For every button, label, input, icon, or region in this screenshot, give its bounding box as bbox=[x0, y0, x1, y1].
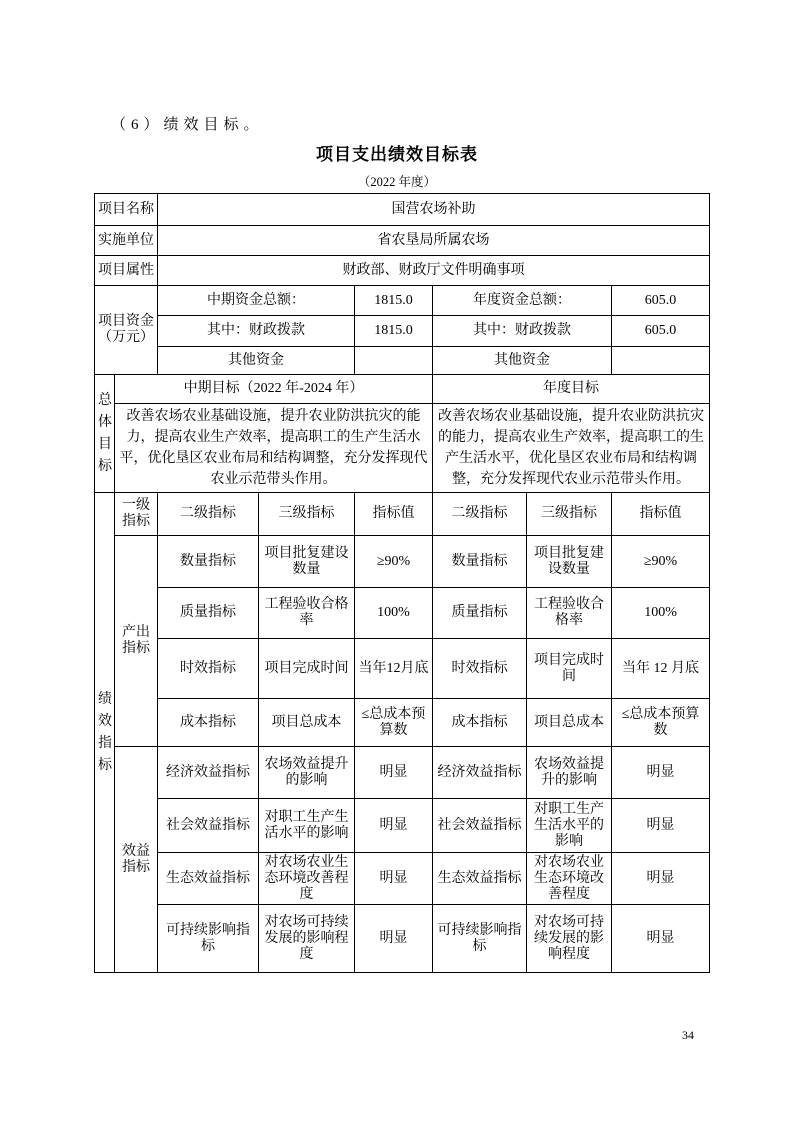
indicator-l3-mid: 项目完成时间 bbox=[259, 639, 355, 699]
year-goal-text: 改善农场农业基础设施，提升农业防洪抗灾的能力，提高农业生产效率，提高职工的生产生活水平，优化垦区农业布局和结构调整，充分发挥现代农业示范带头作用。 bbox=[433, 404, 710, 493]
output-indicator-group-label: 产出指标 bbox=[115, 536, 158, 747]
value-header-year: 指标值 bbox=[612, 493, 710, 536]
indicator-l2-year: 成本指标 bbox=[433, 699, 527, 747]
project-name-label: 项目名称 bbox=[95, 194, 158, 226]
indicator-value-mid: 100% bbox=[355, 588, 433, 639]
table-row bbox=[95, 256, 710, 286]
indicator-l2-year: 可持续影响指标 bbox=[433, 905, 527, 973]
indicator-l2-mid: 社会效益指标 bbox=[158, 799, 259, 853]
table-row bbox=[95, 286, 710, 316]
indicator-l3-year: 工程验收合格率 bbox=[527, 588, 612, 639]
indicator-l3-year: 对农场可持续发展的影响程度 bbox=[527, 905, 612, 973]
indicator-l2-mid: 可持续影响指标 bbox=[158, 905, 259, 973]
indicator-l2-year: 经济效益指标 bbox=[433, 747, 527, 799]
table-row bbox=[95, 536, 710, 588]
mid-total-value: 1815.0 bbox=[355, 286, 433, 316]
indicator-value-mid: 明显 bbox=[355, 853, 433, 905]
indicator-l2-year: 社会效益指标 bbox=[433, 799, 527, 853]
implementing-unit-label: 实施单位 bbox=[95, 226, 158, 256]
implementing-unit-value: 省农垦局所属农场 bbox=[158, 226, 710, 256]
indicator-value-year: 明显 bbox=[612, 853, 710, 905]
indicator-l3-year: 项目批复建设数量 bbox=[527, 536, 612, 588]
indicator-value-year: 100% bbox=[612, 588, 710, 639]
year-total-label: 年度资金总额： bbox=[433, 286, 612, 316]
indicator-l2-year: 生态效益指标 bbox=[433, 853, 527, 905]
indicator-value-mid: 明显 bbox=[355, 905, 433, 973]
table-row bbox=[95, 699, 710, 747]
year-other-label: 其他资金 bbox=[433, 347, 612, 375]
indicator-value-mid: ≤总成本预算数 bbox=[355, 699, 433, 747]
table-row bbox=[95, 316, 710, 347]
indicator-l3-year: 对职工生产生活水平的影响 bbox=[527, 799, 612, 853]
indicator-l2-year: 质量指标 bbox=[433, 588, 527, 639]
indicator-l3-mid: 对职工生产生活水平的影响 bbox=[259, 799, 355, 853]
indicator-l2-year: 数量指标 bbox=[433, 536, 527, 588]
section-heading: （6）绩效目标。 bbox=[111, 117, 264, 133]
mid-fiscal-value: 1815.0 bbox=[355, 316, 433, 347]
table-row bbox=[95, 226, 710, 256]
indicator-value-year: 明显 bbox=[612, 905, 710, 973]
indicator-value-year: 当年 12 月底 bbox=[612, 639, 710, 699]
table-row bbox=[95, 639, 710, 699]
indicator-l3-year: 对农场农业生态环境改善程度 bbox=[527, 853, 612, 905]
overall-goal-label: 总体目标 bbox=[95, 375, 115, 493]
value-header-mid: 指标值 bbox=[355, 493, 433, 536]
indicator-value-year: ≤总成本预算数 bbox=[612, 699, 710, 747]
table-row bbox=[95, 347, 710, 375]
indicator-l2-mid: 成本指标 bbox=[158, 699, 259, 747]
project-name-value: 国营农场补助 bbox=[158, 194, 710, 226]
indicator-value-mid: 明显 bbox=[355, 747, 433, 799]
indicator-l2-year: 时效指标 bbox=[433, 639, 527, 699]
indicator-value-mid: 明显 bbox=[355, 799, 433, 853]
indicator-l3-year: 项目总成本 bbox=[527, 699, 612, 747]
indicator-value-year: 明显 bbox=[612, 799, 710, 853]
performance-target-table bbox=[94, 193, 710, 973]
indicator-l2-mid: 质量指标 bbox=[158, 588, 259, 639]
mid-total-label: 中期资金总额： bbox=[158, 286, 355, 316]
year-total-value: 605.0 bbox=[612, 286, 710, 316]
table-row bbox=[95, 747, 710, 799]
indicator-l2-mid: 经济效益指标 bbox=[158, 747, 259, 799]
table-row bbox=[95, 588, 710, 639]
level1-header: 一级指标 bbox=[115, 493, 158, 536]
indicator-l3-mid: 项目批复建设数量 bbox=[259, 536, 355, 588]
indicator-l3-mid: 对农场农业生态环境改善程度 bbox=[259, 853, 355, 905]
mid-fiscal-label: 其中：财政拨款 bbox=[158, 316, 355, 347]
mid-goal-text: 改善农场农业基础设施，提升农业防洪抗灾的能力，提高农业生产效率，提高职工的生产生活水平，优化垦区农业布局和结构调整，充分发挥现代农业示范带头作用。 bbox=[115, 404, 433, 493]
indicator-value-year: 明显 bbox=[612, 747, 710, 799]
table-row bbox=[95, 194, 710, 226]
level3-header-year: 三级指标 bbox=[527, 493, 612, 536]
indicator-l2-mid: 生态效益指标 bbox=[158, 853, 259, 905]
indicator-l3-mid: 项目总成本 bbox=[259, 699, 355, 747]
indicator-l2-mid: 数量指标 bbox=[158, 536, 259, 588]
indicator-value-mid: 当年12月底 bbox=[355, 639, 433, 699]
performance-indicator-label: 绩效指标 bbox=[95, 493, 115, 973]
year-fiscal-value: 605.0 bbox=[612, 316, 710, 347]
indicator-l2-mid: 时效指标 bbox=[158, 639, 259, 699]
year-other-value bbox=[612, 347, 710, 375]
table-row bbox=[95, 493, 710, 536]
table-row bbox=[95, 799, 710, 853]
project-attribute-label: 项目属性 bbox=[95, 256, 158, 286]
table-row bbox=[95, 404, 710, 493]
mid-goal-header: 中期目标（2022 年-2024 年） bbox=[115, 375, 433, 404]
table-row bbox=[95, 853, 710, 905]
page-title: 项目支出绩效目标表 bbox=[316, 145, 478, 164]
project-attribute-value: 财政部、财政厅文件明确事项 bbox=[158, 256, 710, 286]
table-subtitle: （2022 年度） bbox=[357, 175, 437, 189]
funding-label: 项目资金（万元） bbox=[95, 286, 158, 375]
level2-header-year: 二级指标 bbox=[433, 493, 527, 536]
indicator-value-year: ≥90% bbox=[612, 536, 710, 588]
mid-other-value bbox=[355, 347, 433, 375]
indicator-value-mid: ≥90% bbox=[355, 536, 433, 588]
table-row bbox=[95, 905, 710, 973]
level3-header-mid: 三级指标 bbox=[259, 493, 355, 536]
level2-header-mid: 二级指标 bbox=[158, 493, 259, 536]
indicator-l3-year: 农场效益提升的影响 bbox=[527, 747, 612, 799]
year-goal-header: 年度目标 bbox=[433, 375, 710, 404]
indicator-l3-year: 项目完成时间 bbox=[527, 639, 612, 699]
benefit-indicator-group-label: 效益指标 bbox=[115, 747, 158, 973]
page-number: 34 bbox=[682, 1028, 694, 1042]
indicator-l3-mid: 农场效益提升的影响 bbox=[259, 747, 355, 799]
year-fiscal-label: 其中：财政拨款 bbox=[433, 316, 612, 347]
table-row bbox=[95, 375, 710, 404]
mid-other-label: 其他资金 bbox=[158, 347, 355, 375]
indicator-l3-mid: 对农场可持续发展的影响程度 bbox=[259, 905, 355, 973]
indicator-l3-mid: 工程验收合格率 bbox=[259, 588, 355, 639]
